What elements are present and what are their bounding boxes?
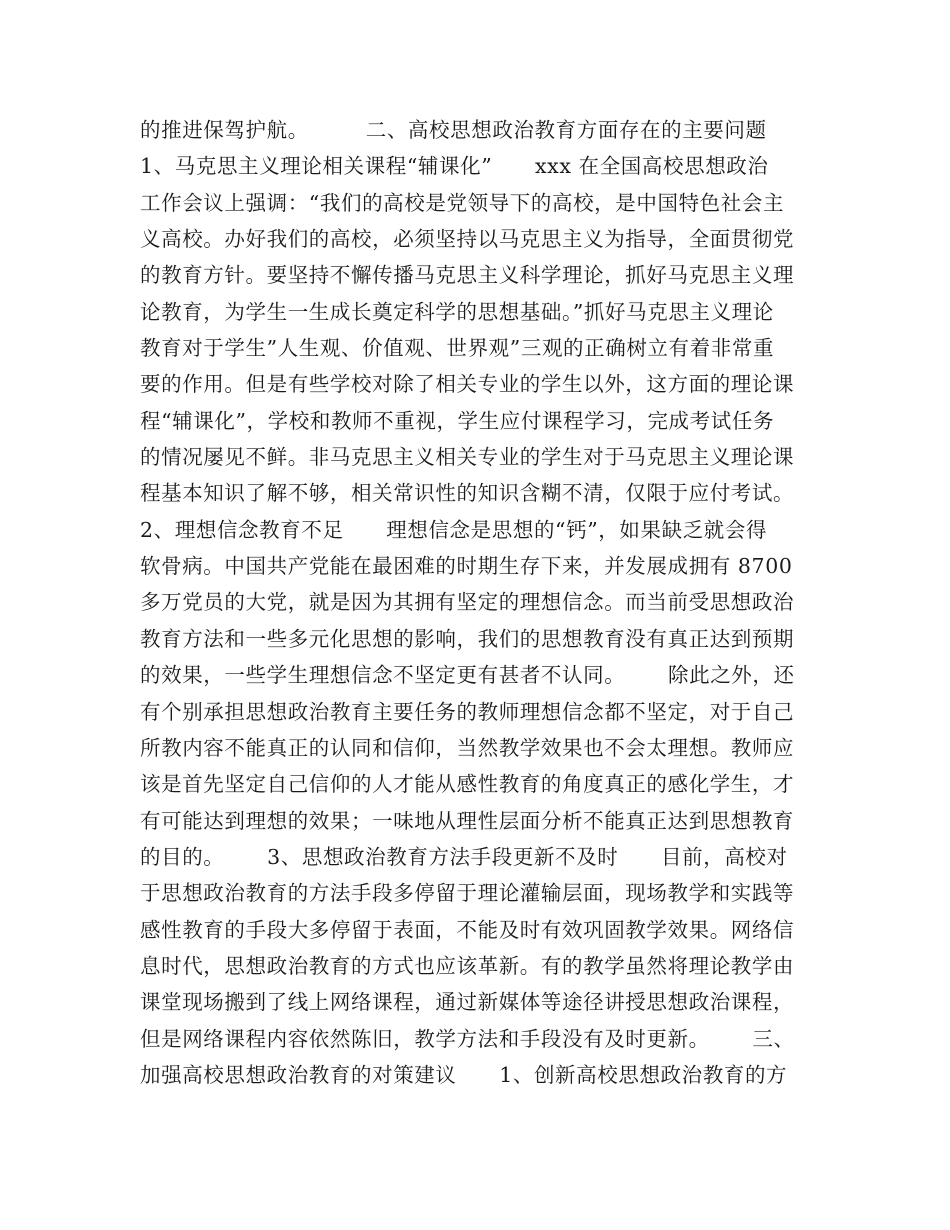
text-line: 所教内容不能真正的认同和信仰，当然教学效果也不会太理想。教师应 <box>140 735 795 760</box>
text-line: 息时代，思想政治教育的方式也应该革新。有的教学虽然将理论教学由 <box>140 953 795 978</box>
text-line: 的效果，一些学生理想信念不坚定更有甚者不认同。 除此之外，还 <box>140 663 795 688</box>
text-line: 的目的。 3、思想政治教育方法手段更新不及时 目前，高校对 <box>140 844 788 869</box>
text-line: 感性教育的手段大多停留于表面，不能及时有效巩固教学效果。网络信 <box>140 917 795 942</box>
text-line: 有个别承担思想政治教育主要任务的教师理想信念都不坚定，对于自己 <box>140 699 795 724</box>
text-line: 课堂现场搬到了线上网络课程，通过新媒体等途径讲授思想政治课程， <box>140 990 795 1015</box>
body-text <box>140 112 820 1093</box>
text-line: 要的作用。但是有些学校对除了相关专业的学生以外，这方面的理论课 <box>140 372 795 397</box>
text-line: 于思想政治教育的方法手段多停留于理论灌输层面，现场教学和实践等 <box>140 881 795 906</box>
text-line: 义高校。办好我们的高校，必须坚持以马克思主义为指导，全面贯彻党 <box>140 227 795 252</box>
text-line: 加强高校思想政治教育的对策建议 1、创新高校思想政治教育的方 <box>140 1062 788 1087</box>
text-line: 程“辅课化”，学校和教师不重视，学生应付课程学习，完成考试任务 <box>140 408 775 433</box>
text-line: 的情况屡见不鲜。非马克思主义相关专业的学生对于马克思主义理论课 <box>140 445 795 470</box>
text-line: 的教育方针。要坚持不懈传播马克思主义科学理论，抓好马克思主义理 <box>140 263 795 288</box>
text-line: 有可能达到理想的效果；一味地从理性层面分析不能真正达到思想教育 <box>140 808 795 833</box>
text-line: 程基本知识了解不够，相关常识性的知识含糊不清，仅限于应付考试。 <box>140 481 795 506</box>
text-line: 论教育，为学生一生成长奠定科学的思想基础。”抓好马克思主义理论 <box>140 299 774 324</box>
text-line: 工作会议上强调：“我们的高校是党领导下的高校，是中国特色社会主 <box>140 190 785 215</box>
text-line: 的推进保驾护航。 二、高校思想政治教育方面存在的主要问题 <box>140 118 767 142</box>
text-line: 但是网络课程内容依然陈旧，教学方法和手段没有及时更新。 三、 <box>140 1026 795 1051</box>
text-line: 1、马克思主义理论相关课程“辅课化” xxx 在全国高校思想政治 <box>140 154 769 179</box>
text-line: 教育方法和一些多元化思想的影响，我们的思想教育没有真正达到预期 <box>140 626 795 651</box>
text-line: 软骨病。中国共产党能在最困难的时期生存下来，并发展成拥有 8700 <box>140 554 793 579</box>
text-line: 多万党员的大党，就是因为其拥有坚定的理想信念。而当前受思想政治 <box>140 590 795 615</box>
text-line: 2、理想信念教育不足 理想信念是思想的“钙”，如果缺乏就会得 <box>140 517 768 542</box>
text-line: 该是首先坚定自己信仰的人才能从感性教育的角度真正的感化学生，才 <box>140 772 795 797</box>
text-line: 教育对于学生”人生观、价值观、世界观”三观的正确树立有着非常重 <box>140 336 775 361</box>
